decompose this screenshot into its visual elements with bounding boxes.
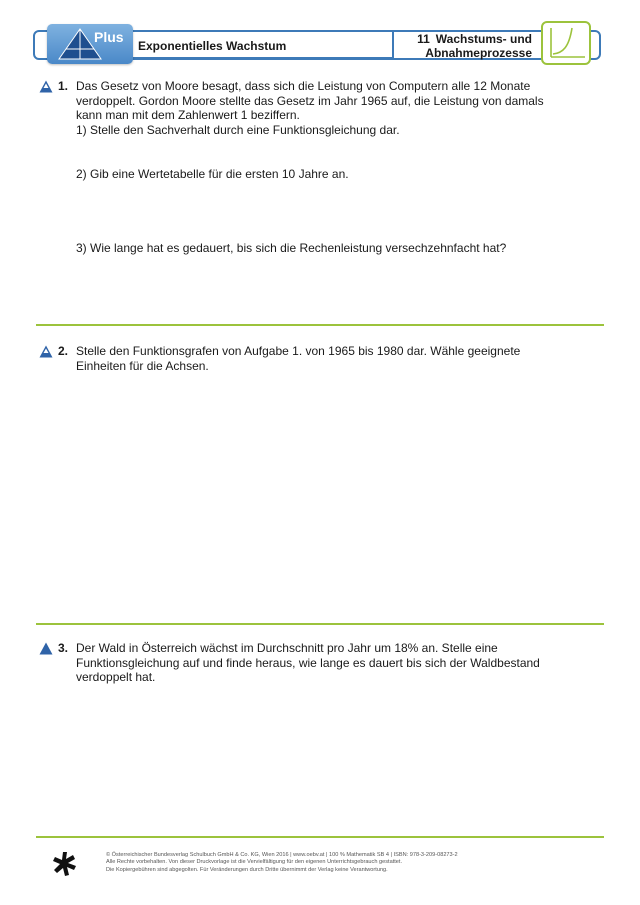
page-title: Exponentielles Wachstum	[138, 39, 287, 53]
section-divider	[36, 623, 604, 625]
footer-line: Alle Rechte vorbehalten. Von dieser Druckvorlage ist die Vervielfältigung für den eigenen Unterrichtsgebrauch gestattet.	[106, 859, 403, 866]
chapter-number: 11	[417, 32, 430, 46]
task-number-2: 2.	[58, 344, 69, 358]
task-3-line: Der Wald in Österreich wächst im Durchschnitt pro Jahr um 18% an. Stelle eine	[76, 641, 498, 655]
task-3-line: verdoppelt hat.	[76, 670, 156, 684]
difficulty-level-icon	[39, 80, 53, 93]
task-2-line: Einheiten für die Achsen.	[76, 358, 209, 373]
header-underline	[130, 57, 394, 59]
section-divider	[36, 324, 604, 326]
task-1-line: verdoppelt. Gordon Moore stellte das Gesetz im Jahr 1965 auf, die Leistung von damals	[76, 93, 544, 108]
task-1-subquestion-3: 3) Wie lange hat es gedauert, bis sich die Rechenleistung versechzehnfacht hat?	[76, 241, 507, 255]
task-1-subquestion-2: 2) Gib eine Wertetabelle für die ersten 10 Jahre an.	[76, 167, 349, 181]
difficulty-level-icon	[39, 345, 53, 358]
publisher-logo-icon	[52, 851, 78, 877]
task-3-line: Funktionsgleichung auf und finde heraus, wie lange es dauert bis sich der Waldbestand	[76, 655, 540, 670]
task-1-line: kann man mit dem Zahlenwert 1 beziffern.	[76, 108, 300, 122]
section-divider	[36, 836, 604, 838]
header-divider	[392, 30, 394, 60]
task-1-subquestion-1: 1) Stelle den Sachverhalt durch eine Funktionsgleichung dar.	[76, 123, 400, 137]
chapter-heading	[396, 32, 532, 60]
plus-logo-text: Plus	[94, 29, 124, 45]
chapter-title-line2: Abnahmeprozesse	[425, 46, 532, 60]
exponential-curve-icon	[543, 23, 589, 63]
task-2-text	[76, 344, 596, 373]
chapter-title-line1: Wachstums- und	[435, 32, 532, 46]
task-number-1: 1.	[58, 79, 69, 93]
exponential-graph-icon	[541, 21, 591, 65]
footer-copyright	[106, 852, 566, 874]
task-2-line: Stelle den Funktionsgrafen von Aufgabe 1. von 1965 bis 1980 dar. Wähle geeignete	[76, 344, 521, 358]
task-1-text	[76, 79, 596, 123]
footer-line: Die Kopiergebühren sind abgegolten. Für Veränderungen durch Dritte übernimmt der Verlag keine Verantwortung.	[106, 866, 388, 873]
footer-line: © Österreichischer Bundesverlag Schulbuch GmbH & Co. KG, Wien 2016 | www.oebv.at | 100 % Mathematik SB 4 | ISBN: 978-3-209-08273-2	[106, 852, 458, 858]
task-1-line: Das Gesetz von Moore besagt, dass sich die Leistung von Computern alle 12 Monate	[76, 79, 531, 93]
task-3-text	[76, 641, 596, 685]
task-number-3: 3.	[58, 641, 69, 655]
difficulty-level-icon	[39, 642, 53, 655]
